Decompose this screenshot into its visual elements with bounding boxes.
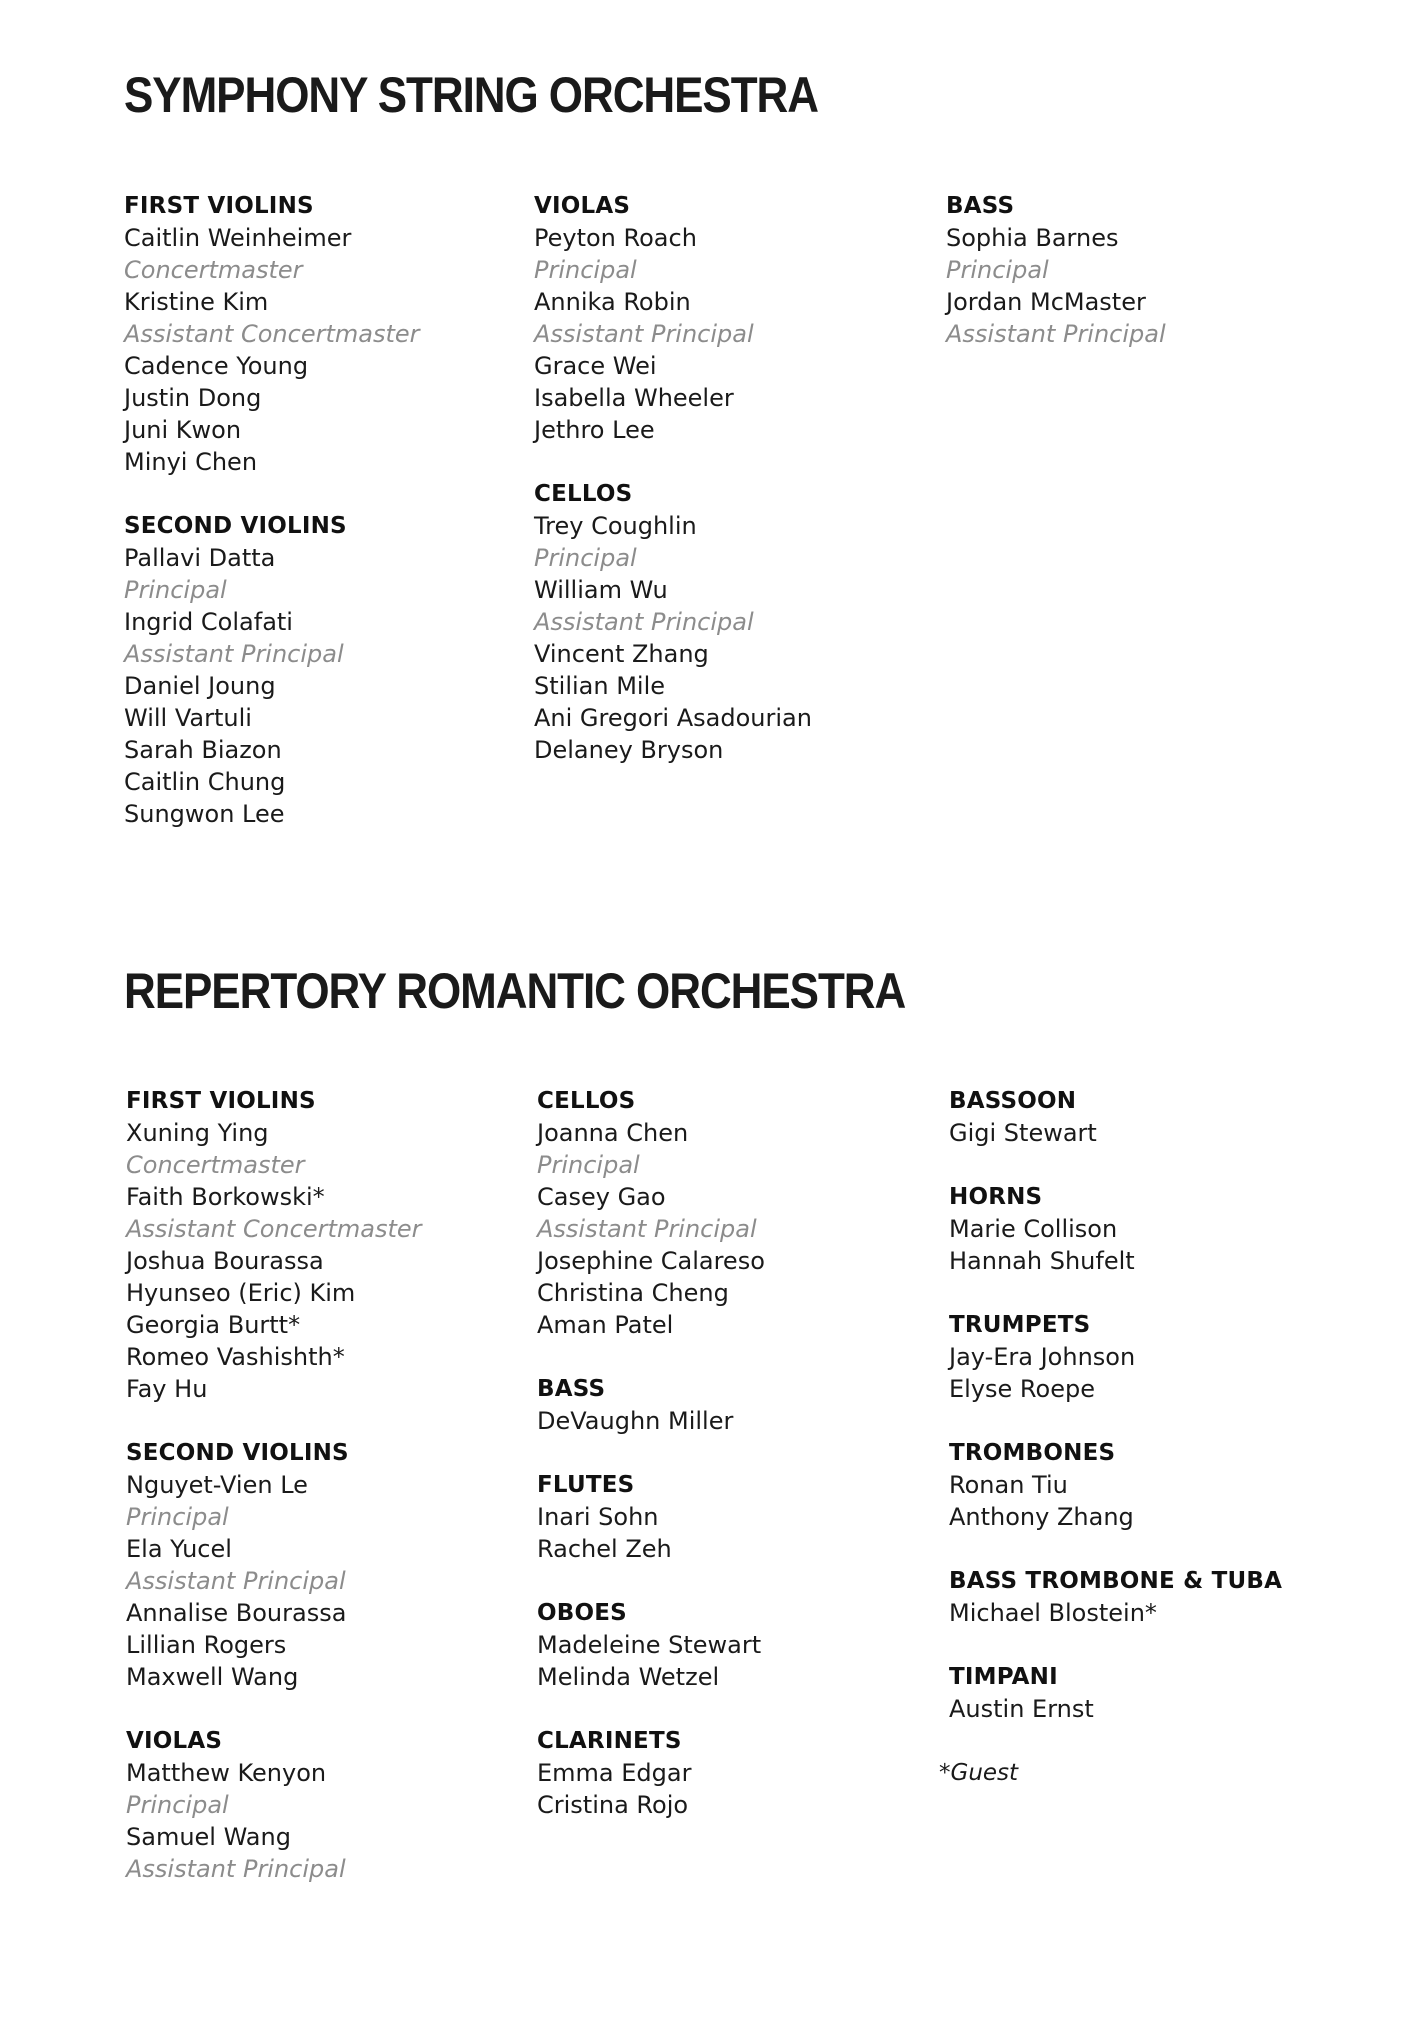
member-name: William Wu	[534, 576, 668, 604]
member-name: Grace Wei	[534, 352, 657, 380]
section-heading: BASSOON	[949, 1088, 1077, 1114]
member-name: Faith Borkowski*	[126, 1183, 325, 1211]
member-name: Daniel Joung	[124, 672, 276, 700]
roster-section	[126, 1085, 526, 1405]
roster-section	[124, 510, 524, 830]
member-name: Matthew Kenyon	[126, 1759, 327, 1787]
roster-section	[126, 1725, 526, 1885]
member-name: Rachel Zeh	[537, 1535, 672, 1563]
symphony-column-3	[946, 190, 1346, 382]
roster-section	[534, 190, 934, 446]
section-heading: CLARINETS	[537, 1728, 682, 1754]
member-name: Annika Robin	[534, 288, 691, 316]
member-name: Gigi Stewart	[949, 1119, 1097, 1147]
member-name: Casey Gao	[537, 1183, 666, 1211]
repertory-column-1	[126, 1085, 526, 1917]
symphony-column-2	[534, 190, 934, 798]
member-name: Sarah Biazon	[124, 736, 282, 764]
member-name: Caitlin Weinheimer	[124, 224, 352, 252]
member-role: Concertmaster	[126, 1151, 305, 1179]
roster-section	[537, 1469, 937, 1565]
member-role: Assistant Principal	[124, 640, 344, 668]
section-heading: FIRST VIOLINS	[126, 1088, 316, 1114]
member-role: Concertmaster	[124, 256, 303, 284]
member-name: Sophia Barnes	[946, 224, 1119, 252]
member-name: Samuel Wang	[126, 1823, 291, 1851]
member-role: Principal	[126, 1503, 229, 1531]
section-heading: BASS TROMBONE & TUBA	[949, 1568, 1283, 1594]
member-name: Christina Cheng	[537, 1279, 729, 1307]
member-name: Anthony Zhang	[949, 1503, 1134, 1531]
member-role: Principal	[946, 256, 1049, 284]
member-name: Ronan Tiu	[949, 1471, 1068, 1499]
member-role: Principal	[537, 1151, 640, 1179]
member-name: Maxwell Wang	[126, 1663, 299, 1691]
member-name: Cristina Rojo	[537, 1791, 689, 1819]
member-name: Joshua Bourassa	[126, 1247, 324, 1275]
member-name: Inari Sohn	[537, 1503, 659, 1531]
section-heading: HORNS	[949, 1184, 1043, 1210]
member-name: Hannah Shufelt	[949, 1247, 1135, 1275]
section-heading: OBOES	[537, 1600, 627, 1626]
member-role: Assistant Principal	[534, 608, 754, 636]
member-name: DeVaughn Miller	[537, 1407, 734, 1435]
repertory-column-2	[537, 1085, 937, 1853]
section-heading: CELLOS	[537, 1088, 636, 1114]
roster-section	[124, 190, 524, 478]
section-heading: BASS	[946, 193, 1015, 219]
member-role: Assistant Concertmaster	[124, 320, 420, 348]
member-name: Will Vartuli	[124, 704, 252, 732]
member-name: Stilian Mile	[534, 672, 666, 700]
member-role: Assistant Principal	[126, 1855, 346, 1883]
member-name: Justin Dong	[124, 384, 262, 412]
member-name: Marie Collison	[949, 1215, 1118, 1243]
symphony-column-1	[124, 190, 524, 862]
member-role: Assistant Principal	[126, 1567, 346, 1595]
member-name: Cadence Young	[124, 352, 309, 380]
member-name: Juni Kwon	[124, 416, 242, 444]
roster-section	[537, 1597, 937, 1693]
member-name: Ela Yucel	[126, 1535, 232, 1563]
member-name: Fay Hu	[126, 1375, 208, 1403]
member-name: Ingrid Colafati	[124, 608, 293, 636]
member-name: Nguyet-Vien Le	[126, 1471, 308, 1499]
section-heading: SECOND VIOLINS	[126, 1440, 349, 1466]
member-role: Assistant Principal	[534, 320, 754, 348]
section-heading: TIMPANI	[949, 1664, 1058, 1690]
member-name: Melinda Wetzel	[537, 1663, 720, 1691]
member-name: Minyi Chen	[124, 448, 258, 476]
section-heading: FLUTES	[537, 1472, 635, 1498]
member-role: Assistant Concertmaster	[126, 1215, 422, 1243]
member-name: Austin Ernst	[949, 1695, 1094, 1723]
repertory-column-3	[939, 1085, 1349, 1789]
member-name: Romeo Vashishth*	[126, 1343, 345, 1371]
roster-section	[537, 1085, 937, 1341]
member-role: Principal	[534, 256, 637, 284]
section-heading: TRUMPETS	[949, 1312, 1091, 1338]
member-role: Principal	[126, 1791, 229, 1819]
member-name: Pallavi Datta	[124, 544, 276, 572]
roster-section	[949, 1085, 1349, 1149]
member-role: Assistant Principal	[537, 1215, 757, 1243]
member-name: Trey Coughlin	[534, 512, 697, 540]
section-heading: TROMBONES	[949, 1440, 1116, 1466]
guest-footnote: *Guest	[939, 1760, 1019, 1786]
member-role: Principal	[534, 544, 637, 572]
member-name: Joanna Chen	[537, 1119, 689, 1147]
member-name: Elyse Roepe	[949, 1375, 1095, 1403]
section-heading: VIOLAS	[534, 193, 631, 219]
roster-section	[949, 1437, 1349, 1533]
member-role: Principal	[124, 576, 227, 604]
member-name: Xuning Ying	[126, 1119, 269, 1147]
member-name: Madeleine Stewart	[537, 1631, 762, 1659]
section-heading: VIOLAS	[126, 1728, 223, 1754]
member-name: Jethro Lee	[534, 416, 655, 444]
roster-section	[949, 1661, 1349, 1725]
member-name: Caitlin Chung	[124, 768, 286, 796]
roster-section	[537, 1725, 937, 1821]
member-name: Isabella Wheeler	[534, 384, 734, 412]
section-heading: FIRST VIOLINS	[124, 193, 314, 219]
member-name: Peyton Roach	[534, 224, 697, 252]
symphony-title: SYMPHONY STRING ORCHESTRA	[124, 67, 818, 123]
member-name: Emma Edgar	[537, 1759, 692, 1787]
section-heading: SECOND VIOLINS	[124, 513, 347, 539]
roster-section	[946, 190, 1346, 350]
member-name: Sungwon Lee	[124, 800, 285, 828]
member-name: Aman Patel	[537, 1311, 674, 1339]
member-name: Josephine Calareso	[537, 1247, 765, 1275]
member-name: Kristine Kim	[124, 288, 269, 316]
member-name: Annalise Bourassa	[126, 1599, 347, 1627]
member-name: Vincent Zhang	[534, 640, 709, 668]
member-name: Hyunseo (Eric) Kim	[126, 1279, 356, 1307]
member-role: Assistant Principal	[946, 320, 1166, 348]
roster-section	[126, 1437, 526, 1693]
member-name: Lillian Rogers	[126, 1631, 287, 1659]
roster-section	[949, 1565, 1349, 1629]
section-heading: BASS	[537, 1376, 606, 1402]
roster-section	[949, 1309, 1349, 1405]
member-name: Jordan McMaster	[946, 288, 1146, 316]
member-name: Michael Blostein*	[949, 1599, 1157, 1627]
roster-section	[537, 1373, 937, 1437]
member-name: Jay-Era Johnson	[949, 1343, 1136, 1371]
member-name: Delaney Bryson	[534, 736, 724, 764]
repertory-title: REPERTORY ROMANTIC ORCHESTRA	[124, 963, 906, 1019]
member-name: Ani Gregori Asadourian	[534, 704, 812, 732]
roster-section	[949, 1181, 1349, 1277]
member-name: Georgia Burtt*	[126, 1311, 301, 1339]
section-heading: CELLOS	[534, 481, 633, 507]
roster-section	[534, 478, 934, 766]
